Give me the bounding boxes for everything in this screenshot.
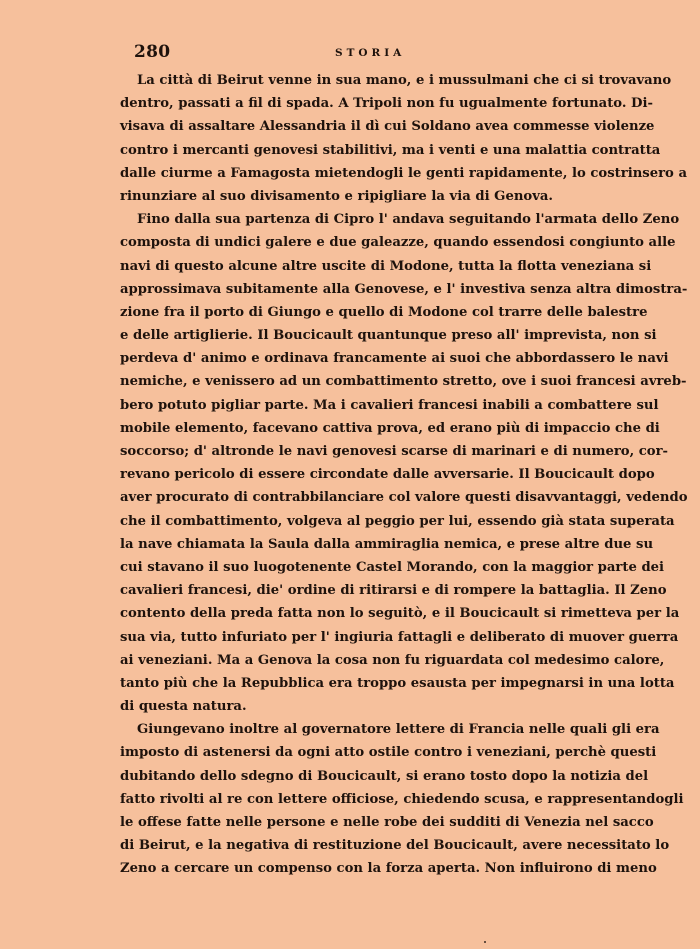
text-line: perdeva d' animo e ordinava francamente ai suoi che abbordassero le navi [120, 351, 669, 367]
text-line: bero potuto pigliar parte. Ma i cavalieri francesi inabili a combattere sul [120, 397, 659, 413]
text-line: approssimava subitamente alla Genovese, e l' investiva senza altra dimostra- [120, 281, 688, 297]
text-line: zione fra il porto di Giungo e quello di Modone col trarre delle balestre [120, 304, 648, 320]
text-line: aver procurato di contrabbilanciare col valore questi disavvantaggi, vedendo [120, 490, 688, 506]
text-line: e delle artiglierie. Il Boucicault quantunque preso all' imprevista, non si [120, 328, 657, 344]
text-line: La città di Beirut venne in sua mano, e i mussulmani che ci si trovavano [137, 73, 672, 88]
text-line: tanto più che la Repubblica era troppo esausta per impegnarsi in una lotta [120, 675, 675, 691]
print-speck [484, 941, 486, 943]
text-line: dentro, passati a fil di spada. A Tripoli non fu ugualmente fortunato. Di- [120, 96, 653, 112]
page-number: 280 [134, 42, 171, 62]
paragraph [120, 69, 687, 208]
paragraph [120, 208, 688, 718]
text-line: composta di undici galere e due galeazze, quando essendosi congiunto alle [120, 235, 676, 251]
text-line: nemiche, e venissero ad un combattimento stretto, ove i suoi francesi avreb- [120, 374, 687, 390]
text-line: mobile elemento, facevano cattiva prova, ed erano più di impaccio che di [120, 420, 660, 436]
text-line: dalle ciurme a Famagosta mietendogli le genti rapidamente, lo costrinsero a [120, 165, 687, 181]
text-line: navi di questo alcune altre uscite di Modone, tutta la flotta veneziana si [120, 258, 652, 274]
text-line: cavalieri francesi, die' ordine di ritirarsi e di rompere la battaglia. Il Zeno [120, 583, 667, 599]
text-line: visava di assaltare Alessandria il dì cui Soldano avea commesse violenze [120, 119, 655, 135]
text-line: revano pericolo di essere circondate dalle avversarie. Il Boucicault dopo [120, 467, 655, 483]
text-line: fatto rivolti al re con lettere officiose, chiedendo scusa, e rappresentandogli [120, 791, 684, 807]
text-line: che il combattimento, volgeva al peggio per lui, essendo già stata superata [120, 513, 675, 529]
text-line: Zeno a cercare un compenso con la forza aperta. Non influirono di meno [120, 861, 657, 877]
text-line: imposto di astenersi da ogni atto ostile contro i veneziani, perchè questi [120, 745, 657, 761]
body-text [120, 69, 688, 881]
text-line: soccorso; d' altronde le navi genovesi scarse di marinari e di numero, cor- [120, 444, 669, 459]
text-line: dubitando dello sdegno di Boucicault, si erano tosto dopo la notizia del [120, 768, 649, 784]
text-line: di questa natura. [120, 699, 247, 715]
text-line: rinunziare al suo divisamento e ripigliare la via di Genova. [120, 188, 554, 204]
text-line: ai veneziani. Ma a Genova la cosa non fu riguardata col medesimo calore, [120, 652, 665, 668]
text-line: Giungevano inoltre al governatore lettere di Francia nelle quali gli era [137, 722, 660, 738]
text-line: la nave chiamata la Saula dalla ammiraglia nemica, e prese altre due su [120, 536, 654, 552]
text-line: le offese fatte nelle persone e nelle robe dei sudditi di Venezia nel sacco [120, 815, 654, 830]
text-line: cui stavano il suo luogotenente Castel Morando, con la maggior parte dei [120, 559, 665, 575]
running-title: STORIA [335, 47, 406, 59]
text-line: di Beirut, e la negativa di restituzione del Boucicault, avere necessitato lo [120, 838, 670, 854]
text-line: contro i mercanti genovesi stabilitivi, ma i venti e una malattia contratta [120, 142, 661, 158]
text-line: sua via, tutto infuriato per l' ingiuria fattagli e deliberato di muover guerra [120, 629, 679, 645]
text-line: contento della preda fatta non lo seguitò, e il Boucicault si rimetteva per la [120, 606, 680, 622]
paragraph [120, 718, 684, 880]
text-line: Fino dalla sua partenza di Cipro l' andava seguitando l'armata dello Zeno [137, 212, 680, 228]
